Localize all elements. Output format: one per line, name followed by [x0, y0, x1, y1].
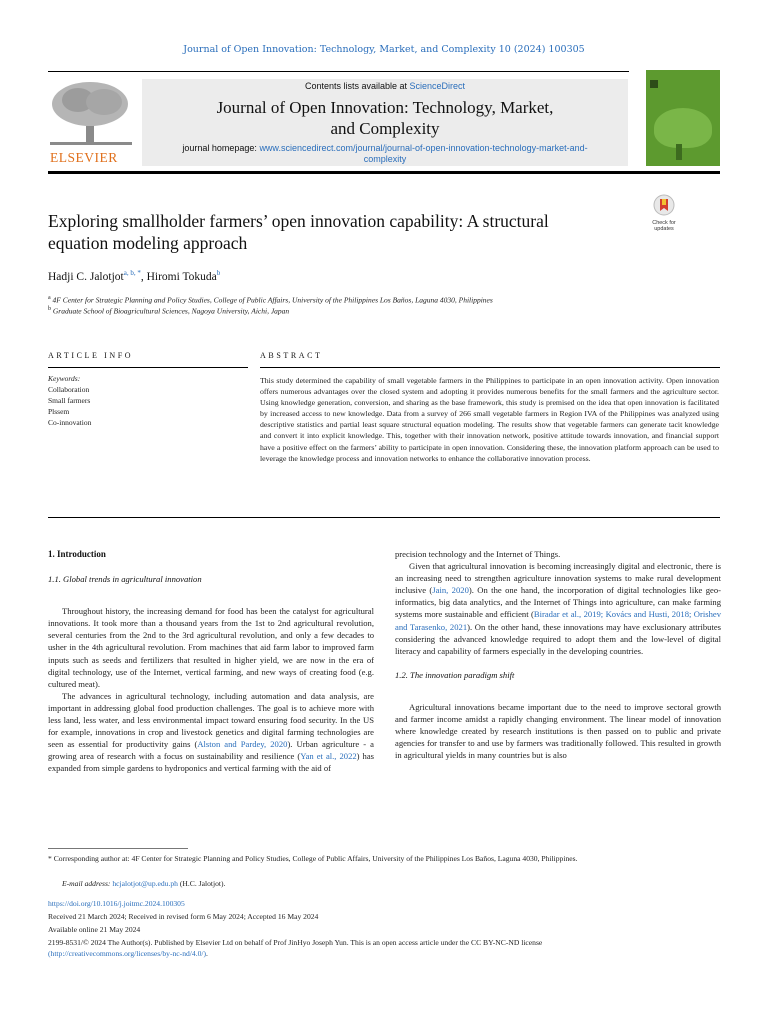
paragraph-text: Given that agricultural innovation is becoming increasingly digital and electronic, there is an increasing need to strengthen agriculture innovation systems to make rural development inclusive (: [395, 561, 721, 596]
body-column-right: [395, 548, 721, 761]
journal-banner: [142, 79, 628, 166]
license-text: 2199-8531/© 2024 The Author(s). Published by Elsevier Ltd on behalf of Prof JinHyo Joseph Yun. This is an open access article under the CC BY-NC-ND license: [48, 938, 543, 947]
affiliation-a-mark: a: [48, 295, 51, 301]
header-top-rule: [48, 71, 629, 72]
paragraph-text: The advances in agricultural technology, including automation and data analysis, are important in addressing global food production challenges. The goal is to achieve more with less land, less water, and less environmental impact toward ensuring food security. In the US for example, innovations in crop and livestock genetics and digital farming technologies are seen as essential for productivity gains (: [48, 690, 374, 750]
subsection-heading-global-trends: 1.1. Global trends in agricultural innovation: [48, 574, 202, 585]
contents-line: [142, 81, 628, 91]
contents-label: Contents lists available at: [304, 81, 410, 91]
email-link[interactable]: hcjalotjot@up.edu.ph: [112, 879, 178, 888]
header-bottom-rule: [48, 171, 720, 174]
body-column-left: [48, 548, 374, 775]
journal-name[interactable]: [142, 97, 628, 139]
bookmark-icon: [652, 194, 676, 216]
keyword-item: Small farmers: [48, 396, 91, 405]
paragraph-continuation: precision technology and the Internet of Things.: [395, 549, 561, 559]
publisher-name: ELSEVIER: [50, 150, 118, 165]
homepage-label: journal homepage:: [182, 143, 260, 153]
section-heading-introduction: 1. Introduction: [48, 549, 106, 559]
footnote-rule: [48, 848, 188, 849]
license-statement: [48, 937, 720, 959]
cover-stem-graphic: [676, 144, 682, 160]
affiliation-b-mark: b: [48, 306, 51, 312]
email-line: [62, 878, 734, 889]
keyword-item: Co-innovation: [48, 418, 92, 427]
license-end: .: [206, 949, 208, 958]
author-tokuda[interactable]: Hiromi Tokuda: [146, 270, 217, 283]
journal-homepage: [142, 143, 628, 165]
citation-link[interactable]: Jain, 2020: [432, 585, 469, 596]
abstract-bottom-rule: [48, 517, 720, 518]
affiliation-a-text: 4F Center for Strategic Planning and Policy Studies, College of Public Affairs, University of the Philippines Los Baños, Laguna 4030, Philippines: [52, 295, 493, 305]
sciencedirect-link[interactable]: ScienceDirect: [409, 81, 466, 91]
affiliation-b: [48, 306, 289, 316]
article-title: [48, 210, 628, 254]
journal-cover-image[interactable]: [646, 70, 720, 166]
subsection-heading-paradigm-shift: 1.2. The innovation paradigm shift: [395, 669, 515, 680]
abstract-rule: [260, 367, 720, 368]
keyword-item: Collaboration: [48, 385, 90, 394]
doi-text[interactable]: https://doi.org/10.1016/j.joitmc.2024.100305: [48, 899, 185, 908]
paragraph: [395, 560, 721, 657]
paragraph: [48, 690, 374, 775]
title-line1: Exploring smallholder farmers’ open innovation capability: A structural: [48, 211, 549, 231]
abstract-heading: ABSTRACT: [260, 351, 323, 360]
check-for-updates-label: [648, 220, 680, 232]
elsevier-logo[interactable]: [48, 80, 134, 166]
email-suffix: (H.C. Jalotjot).: [177, 879, 226, 888]
homepage-link[interactable]: www.sciencedirect.com/journal/journal-of-open-innovation-technology-market-and-complexity: [259, 143, 588, 164]
citation-link[interactable]: Biradar et al., 2019; Kovács and Husti, 2018; Orishev and Tarasenko, 2021: [395, 609, 722, 632]
author-list: [48, 269, 220, 283]
paragraph: Agricultural innovations became important due to the need to improve sectoral growth and farmer income amidst a rapidly changing environment. The linear model of innovation where knowledge created by research institutions is then passed on to public and private agencies for transfer to and use by farmers was traditionally followed. This resulted in growth in agricultural yields in many countries but is also: [395, 701, 721, 761]
received-dates: Received 21 March 2024; Received in revised form 6 May 2024; Accepted 16 May 2024: [48, 912, 319, 921]
author-1-affiliation-marks[interactable]: a, b, *: [123, 269, 141, 277]
abstract-text: This study determined the capability of small vegetable farmers in the Philippines to participate in an open innovation activity. Open innovation offers numerous advantages over the closed system and adopting it provides numerous benefits for the small farmers and the agriculture sector. Using knowledge generation, conversion, and sharing as the base framework, this study is premised on the idea that open innovation is facilitated by increased access to new knowledge. Data from a survey of 266 small vegetable farmers in Region IVA of the Philippines was analyzed using descriptive statistics and partial least square structural equation modeling. The results show that vegetable farmers can generate tacit knowledge and convert it into explicit knowledge. This, together with their innovation network, positive attitude towards innovation, and financial support have a positive effect on the farmers’ ability to participate in open innovation. Considering these, the innovation platform approach can be used to leverage the knowledge process and innovation networks to enhance the collaborative innovation process.: [260, 376, 719, 463]
email-label: E-mail address:: [62, 879, 113, 888]
affiliation-b-text: Graduate School of Bioagricultural Sciences, Nagoya University, Aichi, Japan: [52, 306, 290, 316]
available-online: Available online 21 May 2024: [48, 925, 141, 934]
corresponding-author-note: * Corresponding author at: 4F Center for Strategic Planning and Policy Studies, College of Public Affairs, University of the Philippines Los Baños, Laguna 4030, Philippines.: [48, 854, 578, 863]
doi-link[interactable]: [48, 898, 720, 909]
journal-name-line2: and Complexity: [330, 119, 440, 138]
citation-link[interactable]: Yan et al., 2022: [300, 751, 357, 762]
tree-icon: [48, 80, 134, 148]
badge-line1: Check for: [652, 220, 676, 226]
article-info-heading: ARTICLE INFO: [48, 351, 134, 360]
author-jalotjot[interactable]: Hadji C. Jalotjot: [48, 270, 124, 283]
author-separator: ,: [140, 270, 147, 283]
paragraph-text: ). Urban agriculture - a growing area of research with a focus on sustainability and resilience (: [48, 739, 374, 762]
paragraph-text: ) has expanded from simple gardens to hydroponics and vertical farming with the aid of: [48, 751, 375, 774]
journal-reference[interactable]: Journal of Open Innovation: Technology, Market, and Complexity 10 (2024) 100305: [183, 44, 585, 55]
cover-square-icon: [650, 80, 658, 88]
cover-leaf-graphic: [654, 108, 712, 148]
keywords-label: Keywords:: [48, 374, 81, 383]
affiliation-a: [48, 295, 493, 305]
keyword-item: Plssem: [48, 407, 70, 416]
paragraph: Throughout history, the increasing demand for food has been the catalyst for agricultural innovations. It took more than a thousand years from the 1st to 2nd agricultural revolution, several centuries from the 2nd to the 3rd agricultural revolution, and only a few decades to usher in the 4th agricultural revolution. From machines that aid farm labor to improved farm inputs such as seeds and fertilizers that resulted in higher yield, we are now in the era of digital technology, use of the Internet, vertical farming, and new ways of creating food (e.g. cultured meat).: [48, 606, 374, 689]
journal-name-line1: Journal of Open Innovation: Technology, Market,: [216, 98, 554, 117]
paragraph-text: ). On the one hand, the incorporation of digital technologies like geo-informatics, big data analytics, and the Internet of Things into agriculture, can make farming systems more sustainable and efficient (: [395, 585, 721, 620]
citation-link[interactable]: Alston and Pardey, 2020: [197, 739, 288, 750]
paragraph-text: ). On the other hand, these innovations may have exclusionary attributes considering the advanced knowledge required to adopt them and the low-level of digital literacy and capability of farmers especially in the developing countries.: [395, 621, 721, 656]
keywords-block: [48, 373, 91, 428]
author-2-affiliation-mark[interactable]: b: [216, 269, 221, 277]
license-link[interactable]: (http://creativecommons.org/licenses/by-nc-nd/4.0/): [48, 949, 207, 958]
badge-line2: updates: [654, 226, 674, 232]
article-info-rule: [48, 367, 248, 368]
title-line2: equation modeling approach: [48, 233, 248, 253]
check-for-updates-button[interactable]: [648, 194, 680, 232]
